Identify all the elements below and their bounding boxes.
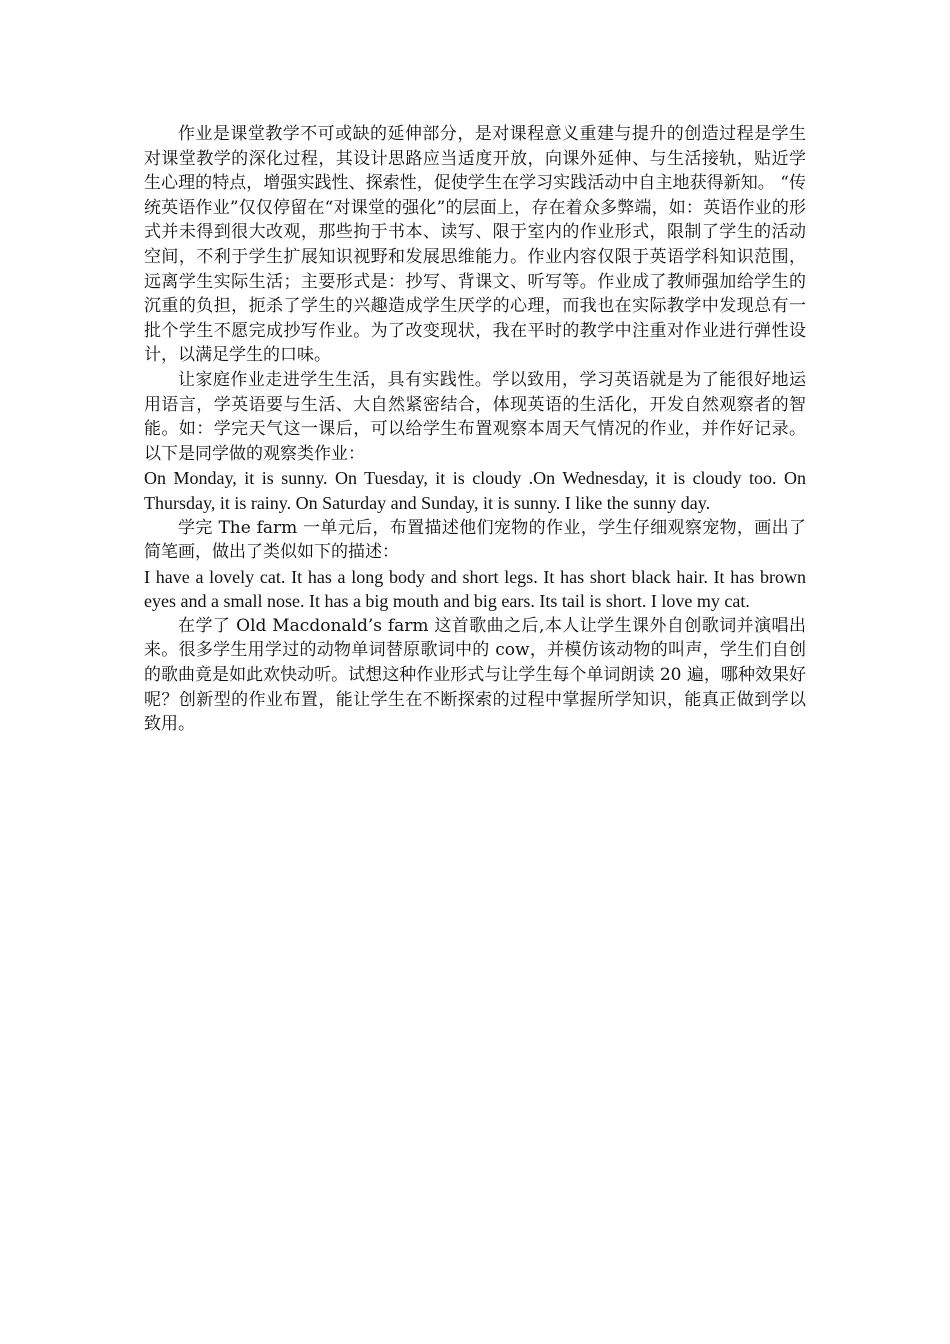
paragraph-life-practice: 让家庭作业走进学生生活，具有实践性。学以致用，学习英语就是为了能很好地运用语言，学英语要与生活、大自然紧密结合，体现英语的生活化，开发自然观察者的智能。如：学完天气这一课后，可以给学生布置观察本周天气情况的作业，并作好记录。以下是同学做的观察类作业： — [144, 369, 806, 464]
paragraph-farm-unit: 学完 The farm 一单元后，布置描述他们宠物的作业，学生仔细观察宠物，画出了简笔画，做出了类似如下的描述： — [144, 517, 806, 563]
document-body — [144, 122, 806, 737]
paragraph-cat-example: I have a lovely cat. It has a long body and short legs. It has short black hair. It has brown eyes and a small nose. It has a big mouth and big ears. Its tail is short. I love my cat. — [144, 566, 806, 612]
paragraph-song-activity: 在学了 Old Macdonald’s farm 这首歌曲之后,本人让学生课外自创歌词并演唱出来。很多学生用学过的动物单词替原歌词中的 cow，并模仿该动物的叫声，学生们自创的歌曲竟是如此欢快动听。试想这种作业形式与让学生每个单词朗读 20 遍，哪种效果好呢？创新型的作业布置，能让学生在不断探索的过程中掌握所学知识，能真正做到学以致用。 — [144, 615, 806, 735]
paragraph-weather-example: On Monday, it is sunny. On Tuesday, it is cloudy .On Wednesday, it is cloudy too. On Thursday, it is rainy. On Saturday and Sunday, it is sunny. I like the sunny day. — [144, 468, 806, 513]
paragraph-homework-intro: 作业是课堂教学不可或缺的延伸部分，是对课程意义重建与提升的创造过程是学生对课堂教学的深化过程，其设计思路应当适度开放，向课外延伸、与生活接轨，贴近学生心理的特点，增强实践性、探索性，促使学生在学习实践活动中自主地获得新知。 “传统英语作业”仅仅停留在“对课堂的强化”的层面上，存在着众多弊端，如：英语作业的形式并未得到很大改观，那些拘于书本、读写、限于室内的作业形式，限制了学生的活动空间，不利于学生扩展知识视野和发展思维能力。作业内容仅限于英语学科知识范围，远离学生实际生活；主要形式是：抄写、背课文、听写等。作业成了教师强加给学生的沉重的负担，扼杀了学生的兴趣造成学生厌学的心理，而我也在实际教学中发现总有一批个学生不愿完成抄写作业。为了改变现状，我在平时的教学中注重对作业进行弹性设计，以满足学生的口味。 — [144, 124, 806, 366]
